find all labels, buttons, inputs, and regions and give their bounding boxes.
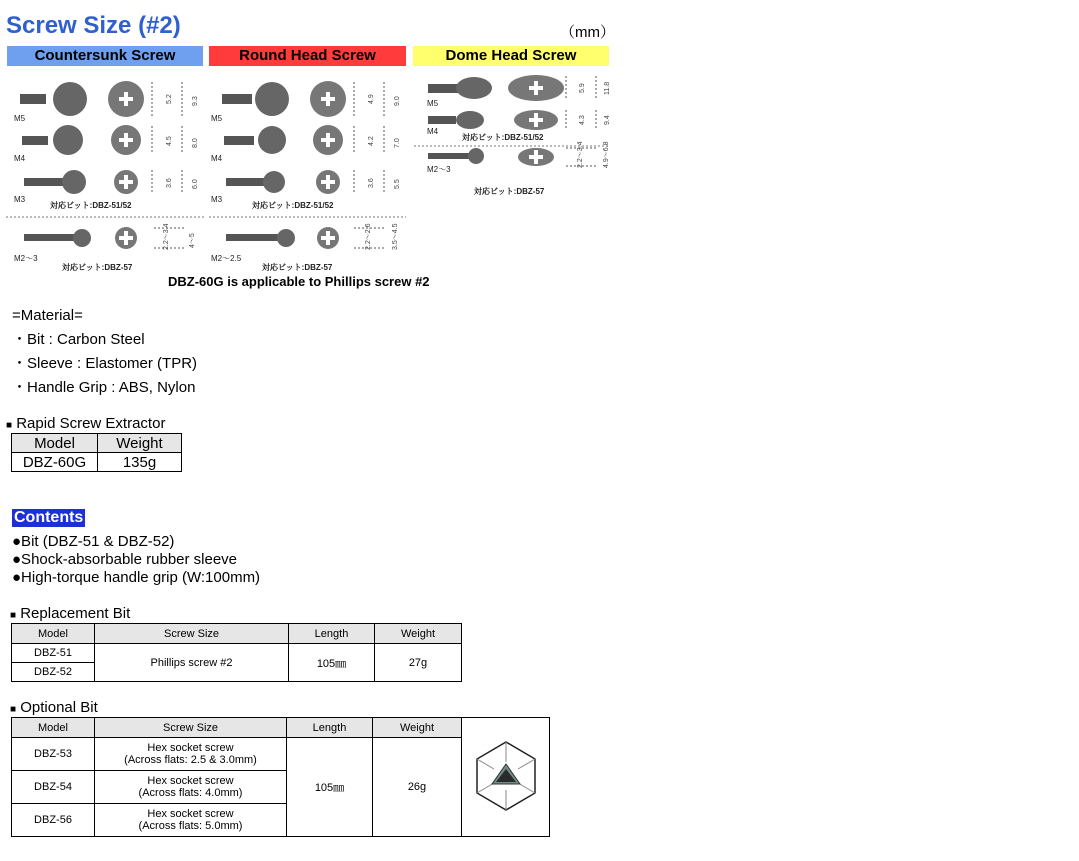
round-m4-d2: 7.0 bbox=[394, 138, 401, 148]
round-m3-label: M3 bbox=[211, 195, 223, 204]
round-m3 bbox=[211, 170, 401, 204]
optional-col-length: Length bbox=[287, 718, 373, 738]
table-row bbox=[12, 644, 462, 663]
optional-screw: Hex socket screw (Across flats: 2.5 & 3.0mm) bbox=[95, 738, 287, 771]
dome-bit-label: 対応ビット:DBZ-51/52 bbox=[462, 133, 544, 142]
replacement-heading bbox=[10, 605, 130, 622]
square-bullet-icon: ■ bbox=[6, 420, 13, 431]
optional-table bbox=[11, 717, 550, 837]
dome-m2-d1: 2.2～3.4 bbox=[577, 141, 584, 168]
dome-m4-d2: 9.4 bbox=[604, 115, 611, 125]
optional-weight: 26g bbox=[373, 738, 462, 837]
countersunk-m2-d2: 4～5 bbox=[189, 233, 196, 248]
countersunk-m4-label: M4 bbox=[14, 154, 26, 163]
countersunk-m5-d2: 9.3 bbox=[192, 96, 199, 106]
contents-item: ●Bit (DBZ-51 & DBZ-52) bbox=[12, 533, 175, 550]
countersunk-m2-label: M2～3 bbox=[14, 254, 38, 263]
round-m2 bbox=[211, 223, 399, 263]
optional-heading-text: Optional Bit bbox=[20, 699, 98, 716]
replacement-model: DBZ-51 bbox=[12, 644, 95, 663]
hex-bit-image-cell bbox=[462, 718, 550, 837]
contents-heading: Contents bbox=[14, 509, 84, 526]
optional-col-weight: Weight bbox=[373, 718, 462, 738]
extractor-table bbox=[11, 433, 182, 472]
optional-screw: Hex socket screw (Across flats: 4.0mm) bbox=[95, 771, 287, 804]
table-row bbox=[12, 453, 182, 472]
round-m5-label: M5 bbox=[211, 114, 223, 123]
dome-m2-label: M2～3 bbox=[427, 165, 451, 174]
material-sleeve: ・Sleeve : Elastomer (TPR) bbox=[12, 355, 198, 372]
screw-size-figures bbox=[6, 68, 610, 274]
extractor-col-model: Model bbox=[12, 434, 98, 453]
round-m4-label: M4 bbox=[211, 154, 223, 163]
dome-m4-d1: 4.3 bbox=[579, 115, 586, 125]
optional-model: DBZ-54 bbox=[12, 771, 95, 804]
countersunk-m5-d1: 5.2 bbox=[166, 94, 173, 104]
round-m4-d1: 4.2 bbox=[368, 136, 375, 146]
hex-bit-icon bbox=[466, 736, 546, 816]
countersunk-m3 bbox=[14, 170, 199, 204]
countersunk-m5 bbox=[14, 81, 199, 123]
countersunk-m5-label: M5 bbox=[14, 114, 26, 123]
round-m5 bbox=[211, 81, 401, 123]
square-bullet-icon: ■ bbox=[10, 704, 17, 715]
round-m2-d1: 2.2～2.6 bbox=[365, 223, 372, 250]
dome-small-bit-label: 対応ビット:DBZ-57 bbox=[474, 187, 545, 196]
countersunk-m4-d1: 4.5 bbox=[166, 136, 173, 146]
material-handle: ・Handle Grip : ABS, Nylon bbox=[12, 379, 196, 396]
unit-label: （mm） bbox=[560, 24, 615, 41]
replacement-col-model: Model bbox=[12, 624, 95, 644]
round-m2-d2: 3.5～4.5 bbox=[392, 223, 399, 250]
countersunk-m3-label: M3 bbox=[14, 195, 26, 204]
optional-model: DBZ-56 bbox=[12, 804, 95, 837]
round-m2-label: M2～2.5 bbox=[211, 254, 242, 263]
countersunk-m3-d1: 3.6 bbox=[166, 178, 173, 188]
contents-item: ●Shock-absorbable rubber sleeve bbox=[12, 551, 238, 568]
dome-m5-d1: 5.9 bbox=[579, 83, 586, 93]
square-bullet-icon: ■ bbox=[10, 610, 17, 621]
dome-m5-label: M5 bbox=[427, 99, 439, 108]
optional-col-screw: Screw Size bbox=[95, 718, 287, 738]
countersunk-m4-d2: 8.0 bbox=[192, 138, 199, 148]
dome-m4-label: M4 bbox=[427, 127, 439, 136]
round-m5-d2: 9.0 bbox=[394, 96, 401, 106]
optional-col-model: Model bbox=[12, 718, 95, 738]
countersunk-m2-d1: 2.2～3.4 bbox=[163, 223, 170, 250]
optional-model: DBZ-53 bbox=[12, 738, 95, 771]
dome-m5 bbox=[427, 75, 611, 108]
replacement-model: DBZ-52 bbox=[12, 663, 95, 682]
round-bit-label: 対応ビット:DBZ-51/52 bbox=[252, 201, 334, 210]
countersunk-header: Countersunk Screw bbox=[7, 46, 203, 66]
replacement-col-length: Length bbox=[289, 624, 375, 644]
dome-m5-d2: 11.8 bbox=[604, 81, 611, 95]
round-m3-d2: 5.5 bbox=[394, 179, 401, 189]
applicability-note: DBZ-60G is applicable to Phillips screw #2 bbox=[168, 274, 430, 289]
contents-item: ●High-torque handle grip (W:100mm) bbox=[12, 569, 261, 586]
replacement-col-screw: Screw Size bbox=[95, 624, 289, 644]
replacement-heading-text: Replacement Bit bbox=[20, 605, 131, 622]
optional-length: 105㎜ bbox=[287, 738, 373, 837]
extractor-heading bbox=[6, 415, 165, 432]
replacement-col-weight: Weight bbox=[375, 624, 462, 644]
countersunk-m2 bbox=[14, 223, 196, 263]
replacement-weight: 27g bbox=[375, 644, 462, 682]
round-small-bit-label: 対応ビット:DBZ-57 bbox=[262, 263, 333, 272]
dome-m2-d2: 4.9～6.8 bbox=[603, 141, 610, 168]
round-m3-d1: 3.6 bbox=[368, 178, 375, 188]
round-head-header: Round Head Screw bbox=[209, 46, 406, 66]
countersunk-small-bit-label: 対応ビット:DBZ-57 bbox=[62, 263, 133, 272]
optional-screw: Hex socket screw (Across flats: 5.0mm) bbox=[95, 804, 287, 837]
extractor-col-weight: Weight bbox=[98, 434, 182, 453]
countersunk-bit-label: 対応ビット:DBZ-51/52 bbox=[50, 201, 132, 210]
optional-heading bbox=[10, 699, 98, 716]
material-heading: =Material= bbox=[12, 307, 83, 324]
round-m5-d1: 4.9 bbox=[368, 94, 375, 104]
page-title: Screw Size (#2) bbox=[6, 12, 181, 39]
dome-head-header: Dome Head Screw bbox=[413, 46, 609, 66]
replacement-table bbox=[11, 623, 462, 682]
extractor-model: DBZ-60G bbox=[12, 453, 98, 472]
replacement-length: 105㎜ bbox=[289, 644, 375, 682]
extractor-weight: 135g bbox=[98, 453, 182, 472]
material-bit: ・Bit : Carbon Steel bbox=[12, 331, 145, 348]
countersunk-m3-d2: 6.0 bbox=[192, 179, 199, 189]
round-m4 bbox=[211, 125, 401, 163]
countersunk-m4 bbox=[14, 125, 199, 163]
extractor-heading-text: Rapid Screw Extractor bbox=[16, 415, 166, 432]
replacement-screw: Phillips screw #2 bbox=[95, 644, 289, 682]
